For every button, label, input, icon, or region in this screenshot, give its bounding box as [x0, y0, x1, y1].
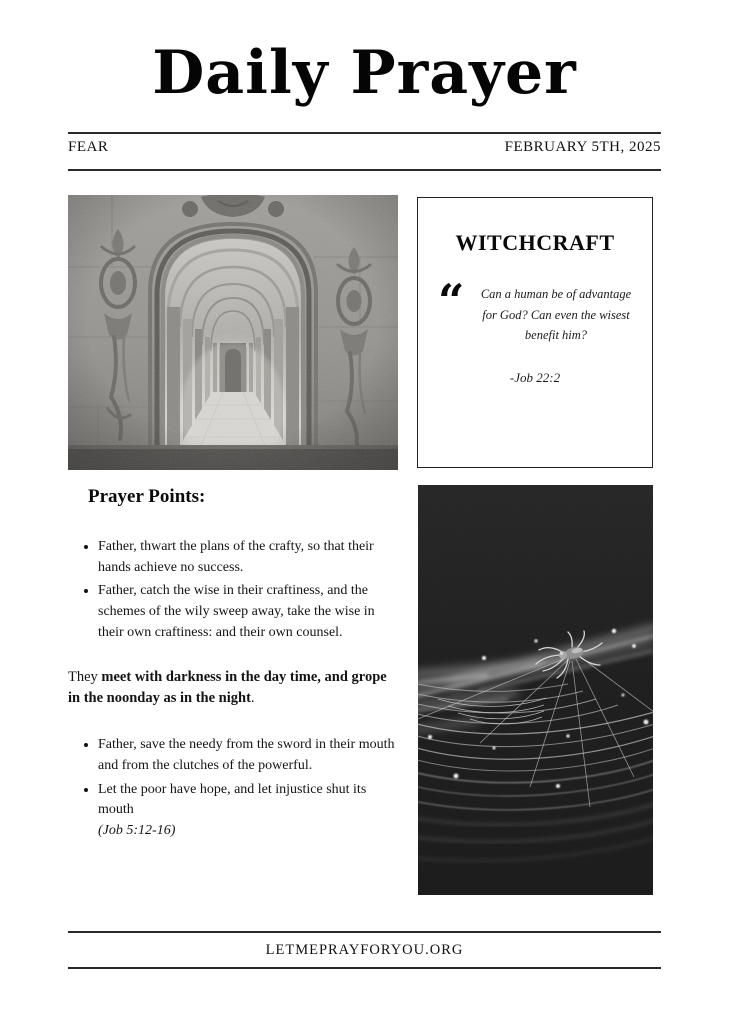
prayer-list-1 [68, 537, 400, 644]
witchcraft-card [417, 197, 653, 468]
quotation-mark-icon: “ [438, 274, 465, 328]
list-item: • Father, thwart the plans of the crafty, so that their hands achieve no success. [98, 537, 400, 578]
issue-date-label: FEBRUARY 5TH, 2025 [504, 139, 661, 155]
meta-row [68, 139, 661, 156]
list-item [98, 780, 400, 842]
spider-web-photo [418, 485, 653, 895]
scripture-quote: Can a human be of advantage for God? Can even the wisest benefit him? [480, 287, 632, 343]
card-title: WITCHCRAFT [455, 230, 615, 255]
list-item: • Father, catch the wise in their craftiness, and the schemes of the wily sweep away, take the wise in their own craftiness: and their own counsel. [98, 581, 400, 643]
prayer-points-heading: Prayer Points: [88, 486, 206, 507]
archway-photo-svg [68, 195, 398, 470]
issue-theme-label: FEAR [68, 139, 109, 155]
emphasis-plain-start: They [68, 668, 102, 685]
emphasis-plain-end: . [250, 690, 255, 707]
prayer-list-2 [68, 735, 400, 842]
footer-bar [68, 931, 661, 969]
masthead [0, 40, 729, 106]
emphasis-bold-text: meet with darkness in the day time, and grope in the noonday as in the night [68, 668, 387, 707]
spider-photo-svg [418, 485, 653, 895]
scripture-reference: (Job 5:12-16) [98, 822, 176, 838]
page-title: Daily Prayer [152, 38, 577, 108]
archway-corridor-photo [68, 195, 398, 470]
quote-block [432, 274, 638, 346]
header-rule-bottom [68, 169, 661, 171]
header-rule-top [68, 132, 661, 134]
scripture-citation: -Job 22:2 [509, 369, 561, 385]
emphasis-paragraph [68, 667, 400, 711]
prayer-points-section [68, 486, 400, 845]
list-item: • Father, save the needy from the sword in their mouth and from the clutches of the powerful. [98, 735, 400, 776]
website-url: LETMEPRAYFORYOU.ORG [265, 942, 464, 958]
list-item-text: Let the poor have hope, and let injustice shut its mouth [98, 781, 367, 818]
